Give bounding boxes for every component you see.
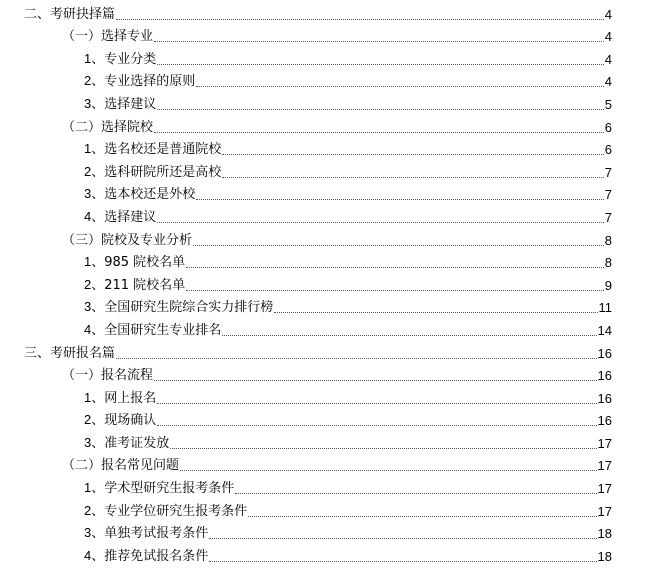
toc-entry-number: 1、 (84, 50, 105, 66)
toc-entry-title (84, 504, 248, 519)
dot-leader (157, 64, 604, 65)
toc-entry-label: 网上报名 (104, 390, 157, 406)
toc-entry[interactable] (0, 342, 650, 365)
toc-entry-title (84, 549, 209, 564)
toc-entry[interactable] (0, 387, 650, 410)
toc-entry-label: 准考证发放 (104, 435, 170, 451)
toc-entry-label: 选本校还是外校 (104, 187, 196, 203)
toc-entry-number: 2、 (84, 163, 105, 179)
toc-entry-label: 二、考研抉择篇 (24, 6, 116, 22)
toc-entry-title (84, 278, 186, 293)
toc-entry[interactable] (0, 93, 650, 116)
dot-leader (196, 199, 604, 200)
toc-entry-title (84, 255, 186, 270)
toc-entry-title (84, 165, 222, 180)
toc-entry-label: （二）选择院校 (62, 119, 154, 135)
toc-entry-number: 4、 (84, 208, 105, 224)
toc-entry[interactable] (0, 184, 650, 207)
toc-page-number: 4 (604, 6, 612, 22)
toc-entry-number: 3、 (84, 434, 105, 450)
dot-leader (170, 448, 597, 449)
toc-entry-title (84, 142, 222, 157)
toc-entry-label: （一）报名流程 (62, 368, 154, 384)
toc-entry[interactable] (0, 297, 650, 320)
toc-page-number: 16 (597, 413, 612, 429)
toc-entry-title (84, 413, 157, 428)
dot-leader (222, 335, 597, 336)
dot-leader (248, 516, 597, 517)
toc-entry[interactable] (0, 252, 650, 275)
toc-entry-number: 2、 (84, 502, 105, 518)
toc-entry-label: 选名校还是普通院校 (104, 142, 222, 158)
toc-entry-label: （二）报名常见问题 (62, 458, 180, 474)
toc-entry-title (62, 459, 180, 473)
dot-leader (186, 267, 604, 268)
toc-entry-label: 单独考试报考条件 (104, 526, 209, 542)
toc-page-number: 7 (604, 164, 612, 180)
toc-entry-title (84, 52, 157, 67)
toc-entry[interactable] (0, 523, 650, 546)
toc-entry-number: 4、 (84, 547, 105, 563)
toc-entry-title (84, 436, 170, 451)
toc-entry-number: 2、 (84, 412, 105, 428)
toc-entry[interactable] (0, 139, 650, 162)
toc-entry-number: 2、 (84, 73, 105, 89)
toc-entry-number: 1、 (84, 141, 105, 157)
dot-leader (157, 109, 604, 110)
toc-entry-title (62, 369, 154, 383)
dot-leader (222, 177, 604, 178)
toc-entry-title (84, 391, 157, 406)
toc-page-number: 4 (604, 74, 612, 90)
toc-entry[interactable] (0, 274, 650, 297)
toc-entry-title (84, 323, 222, 338)
table-of-contents (0, 3, 650, 568)
toc-entry-number: 1、 (84, 389, 105, 405)
toc-page-number: 4 (604, 29, 612, 45)
toc-entry-label: 推荐免试报名条件 (104, 548, 209, 564)
dot-leader (186, 290, 604, 291)
toc-entry-label: 专业选择的原则 (104, 74, 196, 90)
toc-entry-title (84, 97, 157, 112)
toc-entry-number: 3、 (84, 186, 105, 202)
dot-leader (116, 358, 597, 359)
toc-entry[interactable] (0, 410, 650, 433)
toc-entry-number: 3、 (84, 299, 105, 315)
toc-entry-label: 专业学位研究生报考条件 (104, 503, 248, 519)
toc-page-number: 7 (604, 187, 612, 203)
toc-entry-number: 1、 (84, 254, 105, 270)
toc-entry[interactable] (0, 455, 650, 478)
dot-leader (157, 425, 597, 426)
toc-page-number: 4 (604, 51, 612, 67)
dot-leader (154, 132, 604, 133)
toc-entry[interactable] (0, 26, 650, 49)
toc-entry[interactable] (0, 116, 650, 139)
toc-entry-label: 现场确认 (104, 413, 157, 429)
toc-page-number: 6 (604, 142, 612, 158)
toc-page-number: 17 (597, 503, 612, 519)
toc-entry[interactable] (0, 71, 650, 94)
toc-entry-title (84, 74, 196, 89)
toc-entry-label: 全国研究生院综合实力排行榜 (104, 300, 274, 316)
dot-leader (235, 493, 597, 494)
toc-page-number: 11 (598, 300, 612, 316)
dot-leader (196, 86, 604, 87)
toc-entry[interactable] (0, 3, 650, 26)
toc-entry-label: 985 院校名单 (104, 255, 186, 271)
toc-entry-label: 专业分类 (104, 51, 157, 67)
toc-entry-title (84, 300, 274, 315)
toc-entry[interactable] (0, 206, 650, 229)
toc-entry-label: 选科研院所还是高校 (104, 164, 222, 180)
toc-entry-title (84, 526, 209, 541)
toc-page-number: 8 (604, 255, 612, 271)
toc-entry-label: 学术型研究生报考条件 (104, 481, 235, 497)
toc-entry-number: 3、 (84, 95, 105, 111)
toc-entry-label: 211 院校名单 (104, 277, 186, 293)
toc-page-number: 18 (597, 526, 612, 542)
dot-leader (157, 222, 604, 223)
dot-leader (180, 470, 597, 471)
dot-leader (274, 312, 598, 313)
toc-entry[interactable] (0, 319, 650, 342)
toc-entry-label: 选择建议 (104, 209, 157, 225)
dot-leader (154, 41, 604, 42)
toc-page-number: 6 (604, 119, 612, 135)
toc-page-number: 18 (597, 548, 612, 564)
toc-entry[interactable] (0, 48, 650, 71)
dot-leader (157, 403, 597, 404)
toc-entry[interactable] (0, 545, 650, 568)
toc-entry-title (62, 234, 193, 248)
toc-entry-label: 三、考研报名篇 (24, 345, 116, 361)
toc-entry[interactable] (0, 500, 650, 523)
dot-leader (209, 538, 597, 539)
toc-entry-number: 3、 (84, 525, 105, 541)
dot-leader (193, 245, 604, 246)
toc-page-number: 16 (597, 390, 612, 406)
toc-entry-number: 2、 (84, 276, 105, 292)
toc-entry-label: 选择建议 (104, 96, 157, 112)
toc-page-number: 9 (604, 277, 612, 293)
toc-page-number: 17 (597, 458, 612, 474)
toc-entry-number: 1、 (84, 480, 105, 496)
dot-leader (154, 380, 597, 381)
toc-entry[interactable] (0, 161, 650, 184)
toc-entry-label: （三）院校及专业分析 (62, 232, 193, 248)
dot-leader (222, 154, 604, 155)
toc-page-number: 14 (597, 322, 612, 338)
toc-entry-title (62, 30, 154, 44)
toc-entry-title (62, 121, 154, 135)
toc-entry-title (24, 8, 116, 22)
toc-page-number: 5 (604, 96, 612, 112)
toc-page-number: 16 (597, 345, 612, 361)
toc-entry[interactable] (0, 477, 650, 500)
toc-page-number: 17 (597, 435, 612, 451)
toc-entry-title (24, 347, 116, 361)
toc-entry-label: 全国研究生专业排名 (104, 322, 222, 338)
toc-entry[interactable] (0, 432, 650, 455)
toc-entry[interactable] (0, 365, 650, 388)
toc-entry-title (84, 187, 196, 202)
toc-page-number: 16 (597, 368, 612, 384)
toc-page-number: 8 (604, 232, 612, 248)
toc-entry-title (84, 481, 235, 496)
toc-entry-number: 4、 (84, 321, 105, 337)
toc-entry[interactable] (0, 229, 650, 252)
toc-entry-label: （一）选择专业 (62, 29, 154, 45)
toc-page-number: 7 (604, 209, 612, 225)
toc-page-number: 17 (597, 481, 612, 497)
toc-entry-title (84, 210, 157, 225)
dot-leader (116, 19, 604, 20)
